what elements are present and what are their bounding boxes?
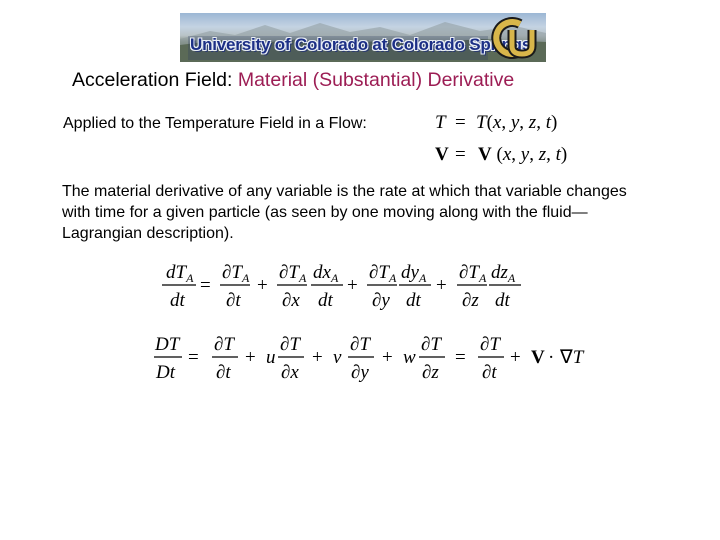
svg-text:=: =	[188, 347, 199, 368]
svg-text:+: +	[312, 347, 323, 368]
material-derivative-equation	[150, 330, 600, 386]
svg-text:T(x, y, z, t): T(x, y, z, t)	[476, 112, 558, 133]
title-main: Acceleration Field:	[72, 69, 233, 91]
particle-derivative-equation	[150, 258, 530, 314]
paragraph-line: The material derivative of any variable is the rate at which that variable changes	[62, 183, 627, 200]
svg-text:V: V	[531, 347, 545, 368]
paragraph-line: Lagrangian description).	[62, 225, 234, 242]
svg-text:∂T: ∂T	[280, 334, 300, 355]
velocity-field-equation	[435, 144, 567, 165]
svg-text:∂x: ∂x	[281, 362, 299, 383]
svg-text:·: ·	[548, 347, 555, 368]
svg-text:∂T: ∂T	[214, 334, 234, 355]
svg-text:T: T	[435, 112, 446, 133]
svg-text:∂T: ∂T	[421, 334, 441, 355]
svg-text:=: =	[200, 275, 211, 296]
svg-text:dt: dt	[495, 290, 510, 311]
cu-logo-icon	[490, 16, 538, 60]
svg-text:V: V	[435, 144, 449, 165]
svg-text:+: +	[436, 275, 447, 296]
svg-text:∂x: ∂x	[282, 290, 300, 311]
svg-text:V (x, y, z, t): V (x, y, z, t)	[478, 144, 568, 165]
svg-text:=: =	[455, 112, 466, 133]
university-name: University of Colorado at Colorado Springs	[190, 35, 532, 54]
applied-label: Applied to the Temperature Field in a Flow:	[63, 115, 367, 132]
slide-title	[72, 69, 514, 92]
svg-text:dxA: $dx_A$	[313, 262, 339, 285]
svg-text:+: +	[257, 275, 268, 296]
svg-text:dyA: $dy_A$	[401, 262, 427, 285]
title-accent: Material (Substantial) Derivative	[237, 69, 515, 91]
svg-text:dzA: $dz_A$	[491, 262, 516, 285]
svg-text:∂T: ∂T	[350, 334, 370, 355]
svg-text:=: =	[455, 347, 466, 368]
svg-text:∇T: ∇T	[560, 347, 584, 368]
svg-text:dt: dt	[406, 290, 421, 311]
svg-text:dt: dt	[318, 290, 333, 311]
svg-text:∂y: ∂y	[372, 290, 390, 311]
definition-paragraph	[62, 181, 712, 244]
svg-text:w: w	[403, 347, 416, 368]
svg-text:v: v	[333, 347, 342, 368]
svg-text:∂t: ∂t	[226, 290, 241, 311]
university-banner	[180, 13, 546, 62]
svg-text:+: +	[382, 347, 393, 368]
svg-text:u: u	[266, 347, 276, 368]
svg-text:∂t: ∂t	[216, 362, 231, 383]
svg-text:∂t: ∂t	[482, 362, 497, 383]
svg-text:dTA: $dT_A$	[166, 262, 194, 285]
svg-text:Dt: Dt	[156, 362, 175, 383]
svg-text:dt: dt	[170, 290, 185, 311]
temperature-field-equation	[435, 112, 557, 133]
svg-text:+: +	[510, 347, 521, 368]
svg-text:∂TA: $\partial T_A$	[459, 262, 487, 285]
svg-text:∂T: ∂T	[480, 334, 500, 355]
svg-text:DT: DT	[155, 334, 180, 355]
field-definitions	[433, 108, 583, 168]
svg-text:∂TA: $\partial T_A$	[222, 262, 250, 285]
svg-text:∂TA: $\partial T_A$	[369, 262, 397, 285]
svg-text:∂y: ∂y	[351, 362, 369, 383]
svg-text:+: +	[245, 347, 256, 368]
svg-text:+: +	[347, 275, 358, 296]
paragraph-line: with time for a given particle (as seen by one moving along with the fluid—	[62, 204, 588, 221]
svg-text:∂TA: $\partial T_A$	[279, 262, 307, 285]
svg-text:=: =	[455, 144, 466, 165]
svg-text:∂z: ∂z	[462, 290, 479, 311]
svg-text:∂z: ∂z	[422, 362, 439, 383]
